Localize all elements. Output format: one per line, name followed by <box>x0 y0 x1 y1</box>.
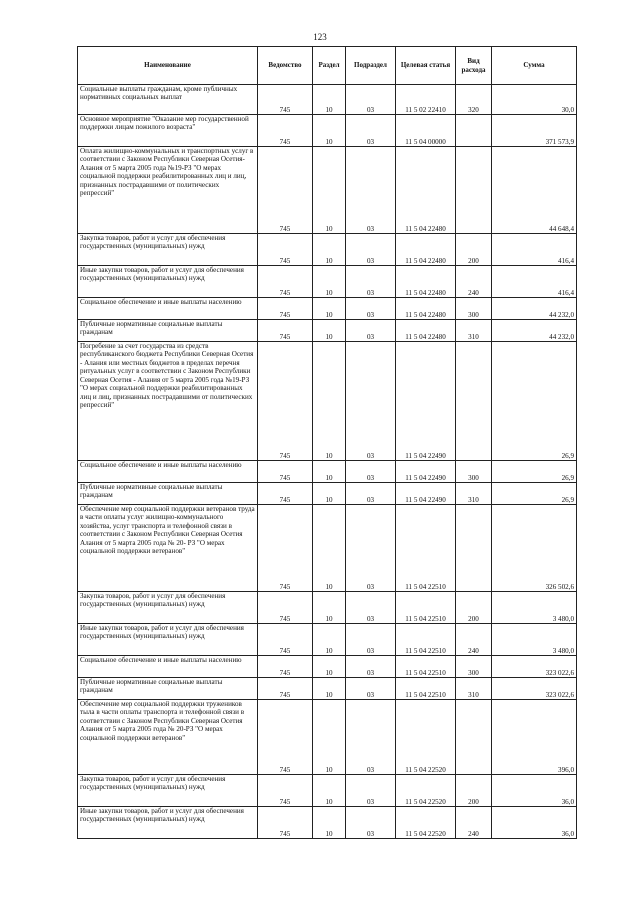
cell-summa: 44 648,4 <box>492 147 577 234</box>
cell-statya: 11 5 04 22480 <box>396 234 456 266</box>
cell-statya: 11 5 04 22490 <box>396 483 456 505</box>
cell-name: Обеспечение мер социальной поддержки тружеников тыла в части оплаты транспорта и телефонной связи в соответствии с Законом Республики Северная Осетия Алания от 5 марта 2005 года № 20-РЗ "О мерах социальной поддержки ветеранов" <box>78 700 258 775</box>
cell-name: Иные закупки товаров, работ и услуг для обеспечения государственных (муниципальных) нужд <box>78 266 258 298</box>
cell-name: Иные закупки товаров, работ и услуг для обеспечения государственных (муниципальных) нужд <box>78 624 258 656</box>
cell-name: Закупка товаров, работ и услуг для обеспечения государственных (муниципальных) нужд <box>78 592 258 624</box>
cell-summa: 323 022,6 <box>492 678 577 700</box>
cell-statya: 11 5 02 22410 <box>396 85 456 115</box>
cell-summa: 396,0 <box>492 700 577 775</box>
cell-vid <box>456 700 492 775</box>
cell-ved: 745 <box>258 298 313 320</box>
cell-podrazdel: 03 <box>346 342 396 461</box>
cell-summa: 3 480,0 <box>492 624 577 656</box>
cell-vid: 300 <box>456 656 492 678</box>
table-row <box>78 678 577 700</box>
table-row <box>78 266 577 298</box>
cell-vid: 240 <box>456 624 492 656</box>
cell-podrazdel: 03 <box>346 483 396 505</box>
cell-podrazdel: 03 <box>346 85 396 115</box>
cell-podrazdel: 03 <box>346 234 396 266</box>
table-row <box>78 656 577 678</box>
cell-statya: 11 5 04 22510 <box>396 592 456 624</box>
cell-podrazdel: 03 <box>346 115 396 147</box>
cell-ved: 745 <box>258 461 313 483</box>
cell-razdel: 10 <box>313 624 346 656</box>
table-row <box>78 483 577 505</box>
cell-statya: 11 5 04 00000 <box>396 115 456 147</box>
cell-ved: 745 <box>258 678 313 700</box>
cell-ved: 745 <box>258 624 313 656</box>
cell-vid: 200 <box>456 775 492 807</box>
cell-razdel: 10 <box>313 461 346 483</box>
cell-razdel: 10 <box>313 342 346 461</box>
cell-summa: 36,0 <box>492 775 577 807</box>
cell-razdel: 10 <box>313 678 346 700</box>
cell-name: Закупка товаров, работ и услуг для обеспечения государственных (муниципальных) нужд <box>78 234 258 266</box>
cell-statya: 11 5 04 22480 <box>396 298 456 320</box>
cell-statya: 11 5 04 22510 <box>396 656 456 678</box>
cell-razdel: 10 <box>313 592 346 624</box>
cell-statya: 11 5 04 22480 <box>396 147 456 234</box>
cell-razdel: 10 <box>313 775 346 807</box>
cell-ved: 745 <box>258 234 313 266</box>
cell-statya: 11 5 04 22510 <box>396 678 456 700</box>
cell-ved: 745 <box>258 320 313 342</box>
cell-name: Иные закупки товаров, работ и услуг для обеспечения государственных (муниципальных) нужд <box>78 807 258 839</box>
cell-summa: 26,9 <box>492 461 577 483</box>
cell-name: Публичные нормативные социальные выплаты гражданам <box>78 483 258 505</box>
header-vid: Вид расхода <box>456 47 492 85</box>
cell-podrazdel: 03 <box>346 656 396 678</box>
table-row <box>78 234 577 266</box>
cell-podrazdel: 03 <box>346 320 396 342</box>
table-row <box>78 592 577 624</box>
table-row <box>78 147 577 234</box>
cell-razdel: 10 <box>313 85 346 115</box>
cell-ved: 745 <box>258 342 313 461</box>
cell-name: Погребение за счет государства из средств республиканского бюджета Республики Северная Осетия - Алания или местных бюджетов в пределах перечня ритуальных услуг в соответствии с Законом Республики Северная Осетия - Алания от 5 марта 2005 года №19-РЗ "О мерах социальной поддержки реабилитированных лиц и лиц, признанных пострадавшими от политических репрессий" <box>78 342 258 461</box>
cell-podrazdel: 03 <box>346 624 396 656</box>
header-ved: Ведомство <box>258 47 313 85</box>
cell-podrazdel: 03 <box>346 505 396 592</box>
table-header-row <box>78 47 577 85</box>
cell-razdel: 10 <box>313 700 346 775</box>
cell-ved: 745 <box>258 147 313 234</box>
cell-vid: 300 <box>456 461 492 483</box>
header-summa: Сумма <box>492 47 577 85</box>
table-row <box>78 320 577 342</box>
cell-ved: 745 <box>258 266 313 298</box>
cell-vid: 310 <box>456 483 492 505</box>
cell-name: Социальные выплаты гражданам, кроме публичных нормативных социальных выплат <box>78 85 258 115</box>
cell-podrazdel: 03 <box>346 678 396 700</box>
cell-ved: 745 <box>258 592 313 624</box>
header-name: Наименование <box>78 47 258 85</box>
cell-vid: 320 <box>456 85 492 115</box>
table-row <box>78 775 577 807</box>
cell-name: Основное мероприятие "Оказание мер государственной поддержки лицам пожилого возраста" <box>78 115 258 147</box>
cell-statya: 11 5 04 22520 <box>396 700 456 775</box>
cell-name: Социальное обеспечение и иные выплаты населению <box>78 298 258 320</box>
cell-podrazdel: 03 <box>346 266 396 298</box>
cell-statya: 11 5 04 22490 <box>396 342 456 461</box>
cell-summa: 326 502,6 <box>492 505 577 592</box>
cell-statya: 11 5 04 22520 <box>396 775 456 807</box>
cell-razdel: 10 <box>313 320 346 342</box>
table-row <box>78 85 577 115</box>
cell-ved: 745 <box>258 775 313 807</box>
cell-razdel: 10 <box>313 656 346 678</box>
header-podrazdel: Подраздел <box>346 47 396 85</box>
cell-ved: 745 <box>258 115 313 147</box>
cell-summa: 30,0 <box>492 85 577 115</box>
cell-statya: 11 5 04 22510 <box>396 624 456 656</box>
cell-statya: 11 5 04 22480 <box>396 266 456 298</box>
cell-vid: 240 <box>456 266 492 298</box>
cell-summa: 416,4 <box>492 266 577 298</box>
cell-ved: 745 <box>258 505 313 592</box>
cell-summa: 44 232,0 <box>492 298 577 320</box>
cell-summa: 26,9 <box>492 483 577 505</box>
cell-summa: 323 022,6 <box>492 656 577 678</box>
cell-vid: 200 <box>456 592 492 624</box>
cell-vid <box>456 342 492 461</box>
cell-statya: 11 5 04 22490 <box>396 461 456 483</box>
cell-podrazdel: 03 <box>346 592 396 624</box>
cell-vid: 310 <box>456 320 492 342</box>
cell-summa: 44 232,0 <box>492 320 577 342</box>
cell-razdel: 10 <box>313 115 346 147</box>
cell-summa: 36,0 <box>492 807 577 839</box>
cell-razdel: 10 <box>313 266 346 298</box>
page-number: 123 <box>313 32 327 42</box>
table-row <box>78 807 577 839</box>
cell-statya: 11 5 04 22510 <box>396 505 456 592</box>
cell-vid: 300 <box>456 298 492 320</box>
cell-name: Публичные нормативные социальные выплаты гражданам <box>78 678 258 700</box>
cell-ved: 745 <box>258 656 313 678</box>
table-row <box>78 461 577 483</box>
cell-ved: 745 <box>258 85 313 115</box>
cell-vid <box>456 505 492 592</box>
cell-name: Социальное обеспечение и иные выплаты населению <box>78 461 258 483</box>
table-row <box>78 342 577 461</box>
cell-vid <box>456 147 492 234</box>
table-row <box>78 115 577 147</box>
cell-razdel: 10 <box>313 147 346 234</box>
cell-vid: 240 <box>456 807 492 839</box>
cell-podrazdel: 03 <box>346 298 396 320</box>
cell-razdel: 10 <box>313 807 346 839</box>
cell-vid: 310 <box>456 678 492 700</box>
cell-ved: 745 <box>258 700 313 775</box>
cell-vid: 200 <box>456 234 492 266</box>
cell-summa: 3 480,0 <box>492 592 577 624</box>
cell-statya: 11 5 04 22480 <box>396 320 456 342</box>
cell-name: Обеспечение мер социальной поддержки ветеранов труда в части оплаты услуг жилищно-коммунального хозяйства, услуг транспорта и телефонной связи в соответствии с Законом Республики Северная Осетия Алания от 5 марта 2005 года № 20- РЗ "О мерах социальной поддержки ветеранов" <box>78 505 258 592</box>
cell-razdel: 10 <box>313 298 346 320</box>
table-row <box>78 700 577 775</box>
cell-summa: 26,9 <box>492 342 577 461</box>
cell-name: Публичные нормативные социальные выплаты гражданам <box>78 320 258 342</box>
cell-razdel: 10 <box>313 505 346 592</box>
cell-summa: 371 573,9 <box>492 115 577 147</box>
cell-ved: 745 <box>258 807 313 839</box>
cell-vid <box>456 115 492 147</box>
cell-name: Оплата жилищно-коммунальных и транспортных услуг в соответствии с Законом Республики Северная Осетия-Алания от 5 марта 2005 года №19-РЗ "О мерах социальной поддержки реабилитированных лиц и лиц, признанных пострадавшими от политических репрессий" <box>78 147 258 234</box>
cell-statya: 11 5 04 22520 <box>396 807 456 839</box>
budget-table <box>77 46 577 839</box>
cell-ved: 745 <box>258 483 313 505</box>
cell-name: Закупка товаров, работ и услуг для обеспечения государственных (муниципальных) нужд <box>78 775 258 807</box>
cell-podrazdel: 03 <box>346 700 396 775</box>
cell-razdel: 10 <box>313 234 346 266</box>
cell-podrazdel: 03 <box>346 807 396 839</box>
cell-name: Социальное обеспечение и иные выплаты населению <box>78 656 258 678</box>
cell-podrazdel: 03 <box>346 775 396 807</box>
cell-podrazdel: 03 <box>346 147 396 234</box>
table-row <box>78 624 577 656</box>
cell-podrazdel: 03 <box>346 461 396 483</box>
table-row <box>78 298 577 320</box>
header-statya: Целевая статья <box>396 47 456 85</box>
cell-summa: 416,4 <box>492 234 577 266</box>
header-razdel: Раздел <box>313 47 346 85</box>
cell-razdel: 10 <box>313 483 346 505</box>
table-row <box>78 505 577 592</box>
